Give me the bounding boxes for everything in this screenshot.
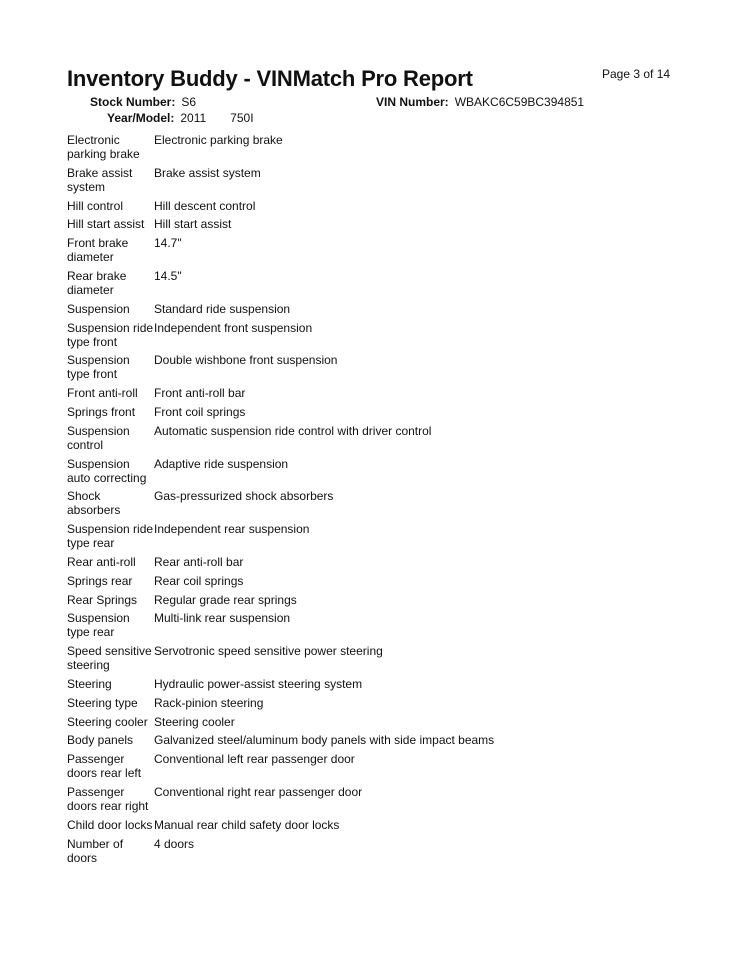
spec-label: Number of doors: [67, 836, 124, 865]
spec-row: [67, 199, 707, 213]
spec-value: Rear coil springs: [154, 573, 244, 588]
spec-value: Hydraulic power-assist steering system: [154, 676, 363, 691]
spec-value: Galvanized steel/aluminum body panels with side impact beams: [154, 733, 495, 748]
spec-row: [67, 837, 707, 865]
spec-label: Child door locks: [67, 817, 153, 832]
spec-label: Passenger doors rear right: [67, 784, 149, 813]
spec-value: Regular grade rear springs: [154, 592, 297, 607]
spec-row: [67, 217, 707, 231]
spec-label: Springs rear: [67, 573, 133, 588]
stock-number: [90, 95, 196, 109]
spec-value: Independent rear suspension: [154, 522, 310, 537]
spec-label: Suspension type front: [67, 353, 130, 382]
spec-value: Front anti-roll bar: [154, 386, 246, 401]
stock-number-label: Stock Number:: [90, 95, 176, 109]
spec-value: Double wishbone front suspension: [154, 353, 338, 368]
year-model: [107, 111, 254, 125]
spec-value: Hill start assist: [154, 217, 232, 232]
stock-number-value: S6: [181, 95, 197, 109]
spec-value: Servotronic speed sensitive power steering: [154, 644, 383, 659]
spec-value: Rack-pinion steering: [154, 695, 264, 710]
spec-label: Passenger doors rear left: [67, 752, 142, 781]
spec-row: [67, 353, 707, 381]
vin-number: [376, 95, 584, 109]
spec-value: Multi-link rear suspension: [154, 611, 291, 626]
spec-value: 14.5": [154, 268, 182, 283]
spec-value: 4 doors: [154, 836, 195, 851]
spec-value: Gas-pressurized shock absorbers: [154, 489, 334, 504]
spec-table: [67, 133, 707, 869]
spec-row: [67, 696, 707, 710]
spec-row: [67, 593, 707, 607]
spec-label: Steering type: [67, 695, 138, 710]
spec-label: Front anti-roll: [67, 386, 138, 401]
spec-row: [67, 752, 707, 780]
spec-value: Adaptive ride suspension: [154, 456, 289, 471]
spec-label: Hill start assist: [67, 217, 145, 232]
spec-label: Brake assist system: [67, 165, 133, 194]
spec-value: Front coil springs: [154, 404, 246, 419]
spec-row: [67, 677, 707, 691]
report-title: Inventory Buddy - VINMatch Pro Report: [67, 66, 473, 91]
spec-label: Rear anti-roll: [67, 554, 136, 569]
spec-row: [67, 457, 707, 485]
spec-label: Shock absorbers: [67, 489, 121, 518]
spec-row: [67, 489, 707, 517]
spec-value: Steering cooler: [154, 714, 235, 729]
spec-row: [67, 611, 707, 639]
spec-label: Suspension type rear: [67, 611, 130, 640]
spec-label: Steering: [67, 676, 112, 691]
spec-label: Suspension ride type front: [67, 320, 154, 349]
spec-row: [67, 522, 707, 550]
spec-value: Electronic parking brake: [154, 133, 283, 147]
year-model-label: Year/Model:: [107, 111, 175, 125]
spec-value: Independent front suspension: [154, 320, 313, 335]
spec-value: 14.7": [154, 236, 182, 251]
spec-label: Suspension auto correcting: [67, 456, 147, 485]
spec-label: Suspension ride type rear: [67, 522, 154, 551]
page-number: Page 3 of 14: [602, 67, 671, 81]
spec-label: Electronic parking brake: [67, 133, 140, 161]
spec-value: Conventional right rear passenger door: [154, 784, 363, 799]
spec-row: [67, 133, 707, 161]
spec-row: [67, 236, 707, 264]
spec-row: [67, 269, 707, 297]
spec-value: Conventional left rear passenger door: [154, 752, 355, 767]
spec-value: Manual rear child safety door locks: [154, 817, 340, 832]
spec-label: Body panels: [67, 733, 134, 748]
spec-row: [67, 644, 707, 672]
spec-row: [67, 321, 707, 349]
spec-label: Front brake diameter: [67, 236, 129, 265]
spec-label: Suspension control: [67, 423, 130, 452]
spec-label: Hill control: [67, 198, 124, 213]
spec-label: Steering cooler: [67, 714, 148, 729]
spec-label: Springs front: [67, 404, 136, 419]
spec-row: [67, 555, 707, 569]
spec-value: Automatic suspension ride control with driver control: [154, 423, 432, 438]
spec-value: Standard ride suspension: [154, 301, 291, 316]
spec-label: Speed sensitive steering: [67, 644, 152, 673]
spec-row: [67, 302, 707, 316]
spec-value: Brake assist system: [154, 165, 261, 180]
spec-row: [67, 574, 707, 588]
spec-row: [67, 424, 707, 452]
vin-number-value: WBAKC6C59BC394851: [454, 95, 585, 109]
model-value: 750I: [230, 111, 254, 125]
vin-number-label: VIN Number:: [376, 95, 449, 109]
spec-row: [67, 818, 707, 832]
spec-label: Rear Springs: [67, 592, 138, 607]
spec-row: [67, 733, 707, 747]
spec-value: Rear anti-roll bar: [154, 554, 244, 569]
spec-label: Rear brake diameter: [67, 268, 127, 297]
year-value: 2011: [180, 111, 207, 125]
spec-row: [67, 715, 707, 729]
spec-value: Hill descent control: [154, 198, 256, 213]
spec-row: [67, 166, 707, 194]
spec-label: Suspension: [67, 301, 130, 316]
spec-row: [67, 386, 707, 400]
spec-row: [67, 405, 707, 419]
spec-row: [67, 785, 707, 813]
